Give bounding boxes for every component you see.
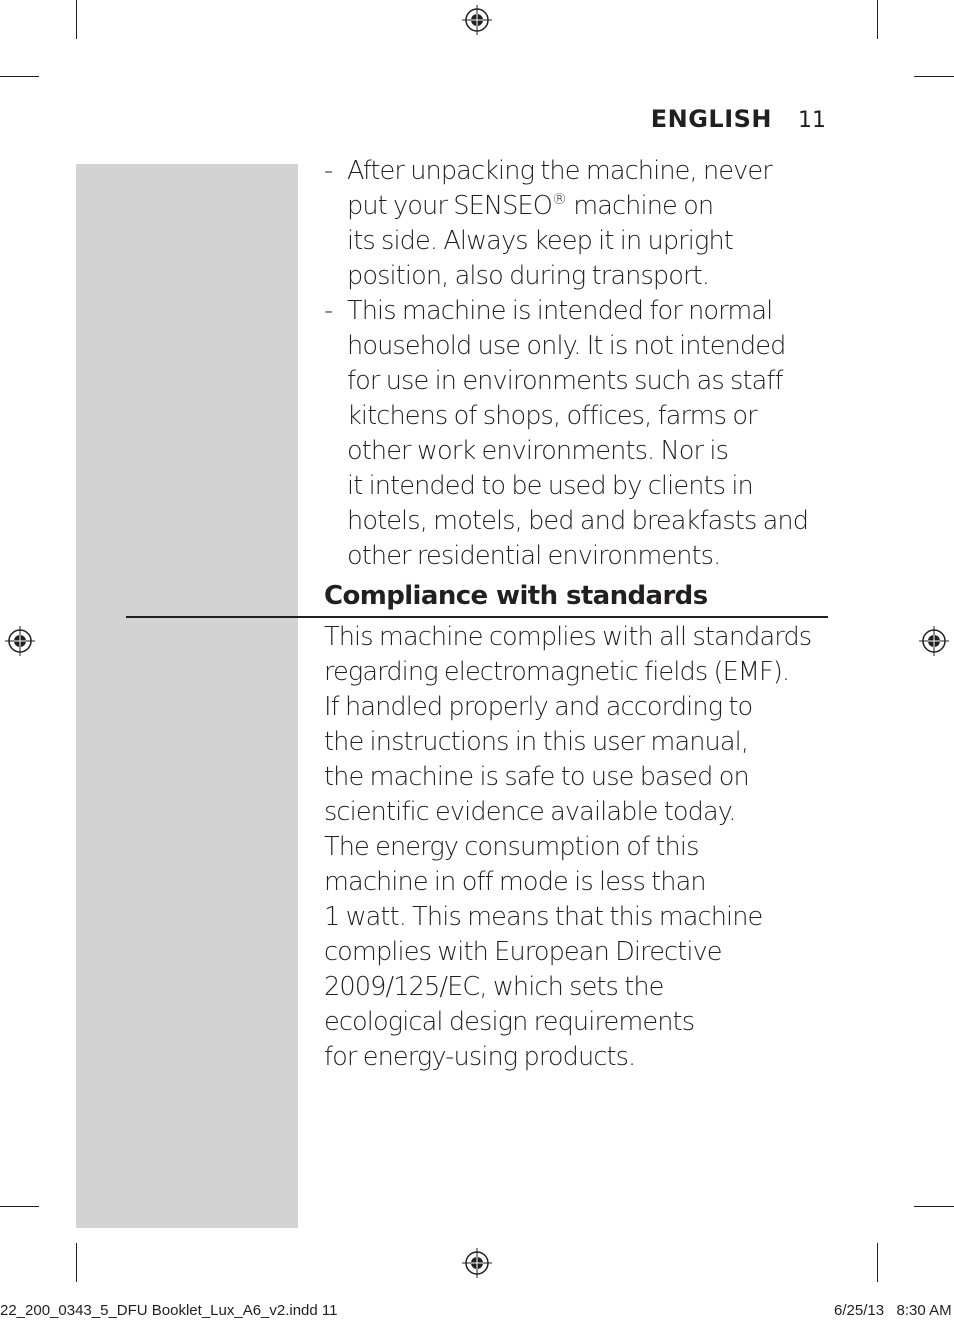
running-head xyxy=(651,105,826,139)
crop-mark-top-left-h xyxy=(0,76,39,77)
text-line xyxy=(347,189,844,224)
text-line: ecological design requirements xyxy=(324,1007,695,1037)
registered-mark: ® xyxy=(551,190,567,208)
crop-mark-bottom-right-h xyxy=(914,1206,954,1207)
heading-rule xyxy=(126,616,828,618)
crop-mark-bottom-left-h xyxy=(0,1206,39,1207)
text-line: complies with European Directive xyxy=(324,937,722,967)
crop-mark-top-right-h xyxy=(914,76,954,77)
side-band xyxy=(76,164,298,1228)
text-line: kitchens of shops, offices, farms or xyxy=(347,401,757,431)
text-line: the instructions in this user manual, xyxy=(324,727,749,757)
text-line: it intended to be used by clients in xyxy=(347,471,753,501)
section-heading: Compliance with standards xyxy=(324,581,708,611)
text-line: position, also during transport. xyxy=(347,261,709,291)
bullet-dash: - xyxy=(324,296,333,326)
text-line: 1 watt. This means that this machine xyxy=(324,902,763,932)
crop-mark-top-left xyxy=(76,0,77,39)
bullet-item xyxy=(324,154,844,294)
text-line: other residential environments. xyxy=(347,541,721,571)
bullet-text xyxy=(347,294,844,574)
text-line: If handled properly and according to xyxy=(324,692,753,722)
crop-mark-bottom-left xyxy=(76,1243,77,1282)
text-line: its side. Always keep it in upright xyxy=(347,226,733,256)
text-line: for use in environments such as staff xyxy=(347,366,783,396)
text-fragment: machine on xyxy=(566,191,714,221)
bullet-dash: - xyxy=(324,156,333,186)
language-label: ENGLISH xyxy=(650,105,772,133)
text-line: other work environments. Nor is xyxy=(347,436,728,466)
text-line: The energy consumption of this xyxy=(324,832,699,862)
text-line: machine in off mode is less than xyxy=(324,867,706,897)
text-line: the machine is safe to use based on xyxy=(324,762,749,792)
section-paragraph xyxy=(324,620,844,1075)
crop-mark-bottom-right xyxy=(877,1243,878,1282)
registration-mark-bottom-icon xyxy=(462,1248,492,1278)
registration-mark-left-icon xyxy=(5,626,35,656)
text-line: for energy-using products. xyxy=(324,1042,636,1072)
text-line: household use only. It is not intended xyxy=(347,331,786,361)
text-line: 2009/125/EC, which sets the xyxy=(324,972,664,1002)
bullet-item xyxy=(324,294,844,574)
text-line: This machine is intended for normal xyxy=(347,296,773,326)
crop-mark-top-right xyxy=(877,0,878,39)
bullet-list xyxy=(324,154,844,574)
slug-datetime: 6/25/13 8:30 AM xyxy=(834,1302,952,1319)
registration-mark-right-icon xyxy=(919,626,949,656)
registration-mark-top-icon xyxy=(462,5,492,35)
text-fragment: put your SENSEO xyxy=(347,191,552,221)
text-line: scientific evidence available today. xyxy=(324,797,736,827)
page-number: 11 xyxy=(798,108,826,133)
bullet-text xyxy=(347,154,844,294)
text-line: This machine complies with all standards xyxy=(324,622,812,652)
text-line: regarding electromagnetic fields (EMF). xyxy=(324,657,790,687)
text-line: After unpacking the machine, never xyxy=(347,156,772,186)
slug-filename: 22_200_0343_5_DFU Booklet_Lux_A6_v2.indd 11 xyxy=(0,1302,338,1319)
text-line: hotels, motels, bed and breakfasts and xyxy=(347,506,809,536)
